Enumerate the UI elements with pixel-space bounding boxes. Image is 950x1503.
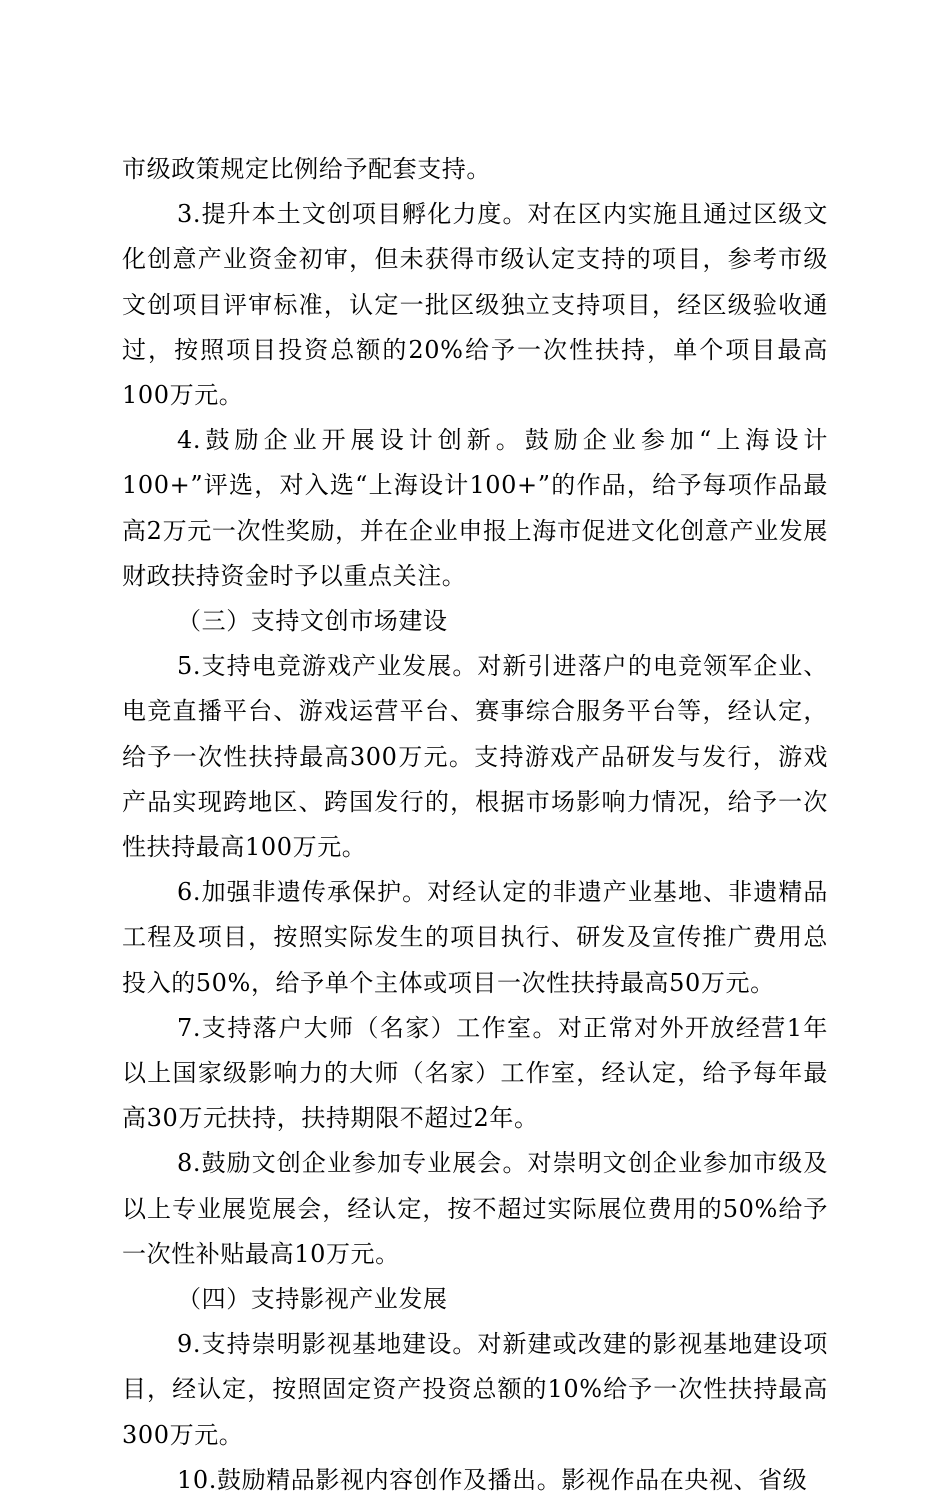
paragraph-item-9: 9.支持崇明影视基地建设。对新建或改建的影视基地建设项目，经认定，按照固定资产投资总额的10%给予一次性扶持最高300万元。 — [122, 1330, 828, 1449]
paragraph-item-4: 4.鼓励企业开展设计创新。鼓励企业参加“上海设计100+”评选，对入选“上海设计100+”的作品，给予每项作品最高2万元一次性奖励，并在企业申报上海市促进文化创意产业发展财政扶持资金时予以重点关注。 — [122, 426, 828, 590]
paragraph-item-6: 6.加强非遗传承保护。对经认定的非遗产业基地、非遗精品工程及项目，按照实际发生的项目执行、研发及宣传推广费用总投入的50%，给予单个主体或项目一次性扶持最高50万元。 — [122, 878, 828, 997]
section-heading-4: （四）支持影视产业发展 — [177, 1285, 448, 1314]
document-body — [122, 147, 828, 1503]
paragraph-item-10: 10.鼓励精品影视内容创作及播出。影视作品在央视、省级 — [177, 1465, 808, 1494]
paragraph-item-3: 3.提升本土文创项目孵化力度。对在区内实施且通过区级文化创意产业资金初审，但未获得市级认定支持的项目，参考市级文创项目评审标准，认定一批区级独立支持项目，经区级验收通过，按照项目投资总额的20%给予一次性扶持，单个项目最高100万元。 — [122, 200, 828, 410]
paragraph-item-5: 5.支持电竞游戏产业发展。对新引进落户的电竞领军企业、电竞直播平台、游戏运营平台、赛事综合服务平台等，经认定，给予一次性扶持最高300万元。支持游戏产品研发与发行，游戏产品实现跨地区、跨国发行的，根据市场影响力情况，给予一次性扶持最高100万元。 — [122, 652, 828, 862]
paragraph-continuation: 市级政策规定比例给予配套支持。 — [122, 155, 491, 183]
paragraph-item-8: 8.鼓励文创企业参加专业展会。对崇明文创企业参加市级及以上专业展览展会，经认定，按不超过实际展位费用的50%给予一次性补贴最高10万元。 — [122, 1149, 828, 1268]
section-heading-3: （三）支持文创市场建设 — [177, 607, 448, 636]
paragraph-item-7: 7.支持落户大师（名家）工作室。对正常对外开放经营1年以上国家级影响力的大师（名家）工作室，经认定，给予每年最高30万元扶持，扶持期限不超过2年。 — [122, 1013, 828, 1133]
